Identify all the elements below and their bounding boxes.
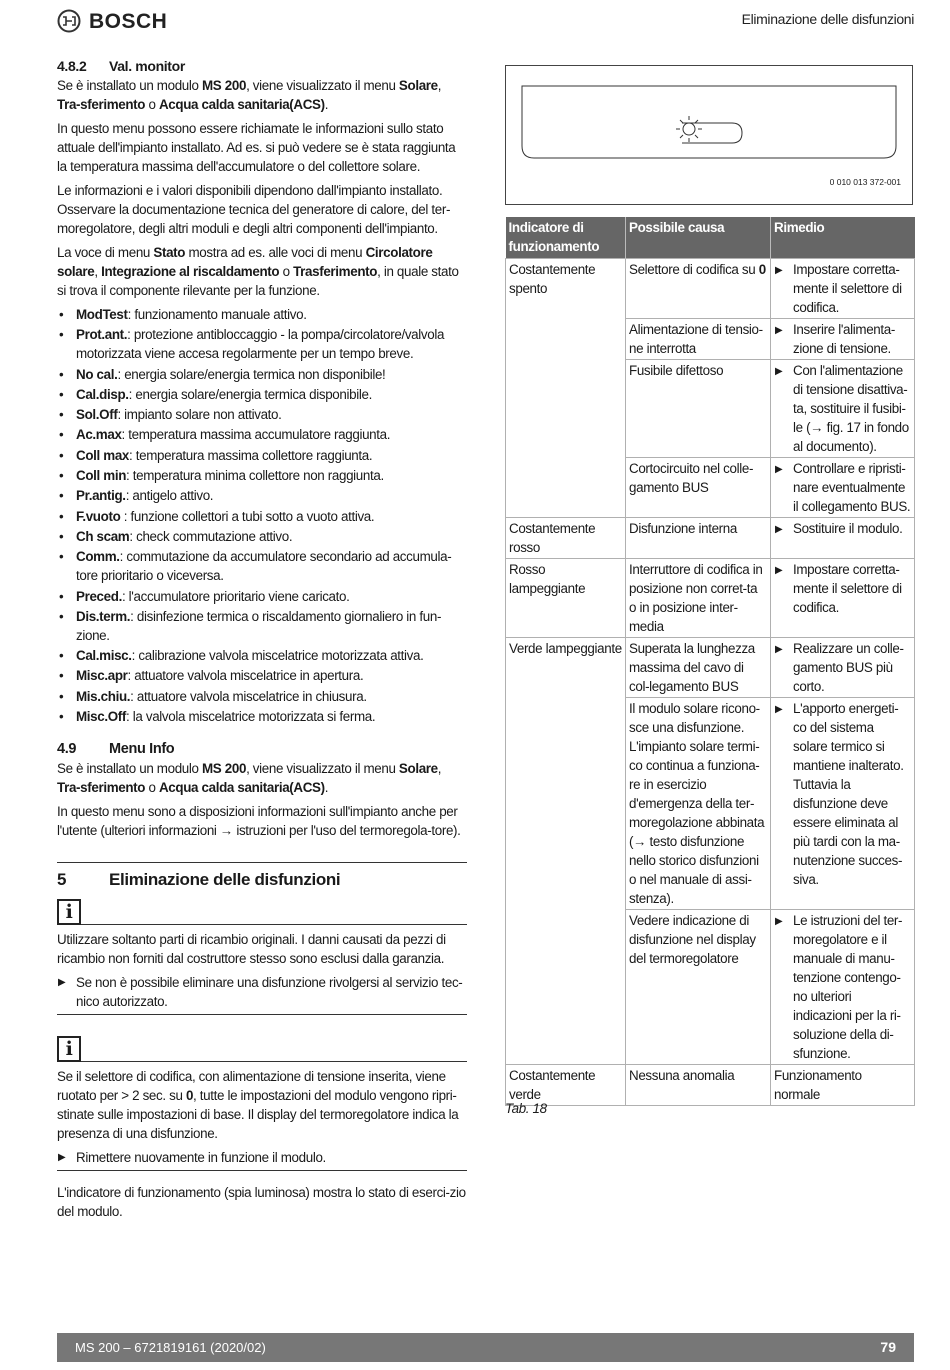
remedy-cell: ▶ Sostituire il modulo. [771,518,915,559]
document-id: MS 200 – 6721819161 (2020/02) [75,1340,266,1355]
list-item: • ModTest: funzionamento manuale attivo. [57,305,467,324]
paragraph: La voce di menu Stato mostra ad es. alle voci di menu Circolatore solare, Integrazione al riscaldamento o Trasferimento, in quale stato si trova il componente rilevante per la funzione. [57,245,459,298]
section-heading-4-8-2 [57,57,467,76]
remedy-cell: ▶ L'apporto energeti-co del sistema solare termico si mantiene inalterato. Tuttavia la disfunzione deve essere eliminata al più tardi con la ma-nutenzione succes-siva. [771,698,915,910]
remedy-cell: ▶ Inserire l'alimenta-zione di tensione. [771,319,915,360]
list-item: • Comm.: commutazione da accumulatore secondario ad accumula-tore prioritario o viceversa. [57,547,467,585]
divider [57,1170,467,1171]
cause-cell: Selettore di codifica su 0 [626,259,771,319]
column-header: Rimedio [771,217,915,259]
bosch-armature-icon [57,9,81,33]
list-item: • Prot.ant.: protezione antibloccaggio - la pompa/circolatore/valvola motorizzata viene accesa regolarmente per un tempo breve. [57,325,467,363]
list-item: • F.vuoto : funzione collettori a tubi sotto a vuoto attiva. [57,507,467,526]
cause-cell: Vedere indicazione di disfunzione nel display del termoregolatore [626,910,771,1065]
table-row [506,259,915,319]
brand-name: BOSCH [89,9,168,33]
paragraph: Se è installato un modulo MS 200, viene visualizzato il menu Solare, Tra-sferimento o Acqua calda sanitaria(ACS). [57,761,442,796]
list-item: • Preced.: l'accumulatore prioritario viene caricato. [57,587,467,606]
table-caption: Tab. 18 [505,1101,547,1116]
figure-module-indicator [505,65,913,205]
list-item: • Cal.misc.: calibrazione valvola miscelatrice motorizzata attiva. [57,646,467,665]
list-item: • Cal.disp.: energia solare/energia termica disponibile. [57,385,467,404]
indicator-cell: Rosso lampeggiante [506,559,626,638]
list-item: • Ac.max: temperatura massima accumulatore raggiunta. [57,425,467,444]
fault-table [505,217,915,1106]
section-number: 4.9 [57,741,77,758]
page-footer [57,1333,914,1362]
list-item: • Coll min: temperatura minima collettore non raggiunta. [57,466,467,485]
left-column [57,57,467,1226]
section-heading-4-9 [57,740,467,759]
column-header: Possibile causa [626,217,771,259]
action-step: ▶ Se non è possibile eliminare una disfunzione rivolgersi al servizio tec-nico autorizzato. [57,973,467,1011]
figure-id: 0 010 013 372-001 [829,177,901,187]
cause-cell: Nessuna anomalia [626,1065,771,1106]
list-item: • Misc.Off: la valvola miscelatrice motorizzata si ferma. [57,707,467,726]
divider [57,1014,467,1015]
list-item: • Dis.term.: disinfezione termica o riscaldamento giornaliero in fun-zione. [57,607,467,645]
paragraph: L'indicatore di funzionamento (spia luminosa) mostra lo stato di eserci-zio del modulo. [57,1185,466,1220]
remedy-cell: ▶ Con l'alimentazione di tensione disattiva-ta, sostituire il fusibi-le (→ fig. 17 in fondo al documento). [771,360,915,458]
note-text: Utilizzare soltanto parti di ricambio originali. I danni causati da pezzi di ricambio non forniti dal costruttore stesso sono esclusi dalla garanzia. [57,932,446,967]
list-item: • Ch scam: check commutazione attivo. [57,527,467,546]
paragraph: In questo menu sono a disposizioni informazioni sull'impianto anche per l'utente (ulteriori informazioni → istruzioni per l'uso del termoregola-tore). [57,804,461,839]
table-row [506,1065,915,1106]
list-item: • Sol.Off: impianto solare non attivato. [57,405,467,424]
cause-cell: Fusibile difettoso [626,360,771,458]
action-step: ▶ Rimettere nuovamente in funzione il modulo. [57,1148,467,1167]
chapter-number: 5 [57,870,67,890]
section-number: 4.8.2 [57,58,87,74]
remedy-cell: ▶ Realizzare un colle-gamento BUS più corto. [771,638,915,698]
chapter-heading-5 [57,870,467,889]
cause-cell: Il modulo solare ricono-sce una disfunzione. L'impianto solare termi-co continua a funziona-re in esercizio d'emergenza della ter-moregolazione abbinata (→ testo disfunzione nello storico disfunzioni o nel manuale di assi-stenza). [626,698,771,910]
paragraph: Le informazioni e i valori disponibili dipendono dall'impianto installato. Osservare la documentazione tecnica del generatore di calore, del ter-moregolatore, degli altri moduli e degli altri componenti dell'impianto. [57,183,451,236]
bosch-logo [57,7,167,35]
cause-cell: Superata la lunghezza massima del cavo di col-legamento BUS [626,638,771,698]
remedy-cell: ▶ Controllare e ripristi-nare eventualmente il collegamento BUS. [771,458,915,518]
cause-cell: Alimentazione di tensio-ne interrotta [626,319,771,360]
info-note-2 [57,1036,467,1062]
column-header: Indicatore di funzionamento [506,217,626,259]
cause-cell: Disfunzione interna [626,518,771,559]
remedy-cell: ▶ Impostare corretta-mente il selettore di codifica. [771,559,915,638]
remedy-cell: ▶ Impostare corretta-mente il selettore di codifica. [771,259,915,319]
list-item: • No cal.: energia solare/energia termica non disponibile! [57,365,467,384]
indicator-cell: Costantemente rosso [506,518,626,559]
list-item: • Coll max: temperatura massima collettore raggiunta. [57,446,467,465]
info-icon: i [57,1036,81,1062]
note-rule [81,1061,467,1062]
divider [57,862,467,863]
table-row [506,638,915,698]
running-header: Eliminazione delle disfunzioni [741,11,914,27]
list-item: • Misc.apr: attuatore valvola miscelatrice in apertura. [57,666,467,685]
page-number: 79 [880,1339,896,1355]
lamp-indicator-icon [676,116,702,142]
table-row [506,559,915,638]
section-title: Val. monitor [109,58,185,74]
status-list [57,305,467,726]
paragraph: Se è installato un modulo MS 200, viene visualizzato il menu Solare, Tra-sferimento o Acqua calda sanitaria(ACS). [57,78,442,112]
cause-cell: Cortocircuito nel colle-gamento BUS [626,458,771,518]
chapter-title: Eliminazione delle disfunzioni [109,870,341,890]
note-text: Se il selettore di codifica, con alimentazione di tensione inserita, viene ruotato per > 2 sec. su 0, tutte le impostazioni del modulo vengono ripri-stinate sulle impostazioni di base. Il display del termoregolatore indica la presenza di una disfunzione. [57,1069,459,1142]
note-rule [81,924,467,925]
info-icon: i [57,899,81,925]
list-item: • Pr.antig.: antigelo attivo. [57,486,467,505]
list-item: • Mis.chiu.: attuatore valvola miscelatrice in chiusura. [57,687,467,706]
table-header-row [506,217,915,259]
table-row [506,518,915,559]
info-note-1 [57,899,467,925]
indicator-cell: Costantemente spento [506,259,626,518]
cause-cell: Interruttore di codifica in posizione non corret-ta o in posizione inter-media [626,559,771,638]
remedy-cell: ▶ Le istruzioni del ter-moregolatore e il manuale di manu-tenzione contengo-no ulteriori indicazioni per la ri-soluzione della di-sfunzione. [771,910,915,1065]
section-title: Menu Info [109,741,175,758]
remedy-cell: Funzionamento normale [771,1065,915,1106]
indicator-cell: Costantemente verde [506,1065,626,1106]
paragraph: In questo menu possono essere richiamate le informazioni sullo stato attuale dell'impianto installato. Ad es. si può vedere se è stata raggiunta la temperatura massima dell'accumulatore o del collettore solare. [57,121,456,174]
indicator-cell: Verde lampeggiante [506,638,626,1065]
